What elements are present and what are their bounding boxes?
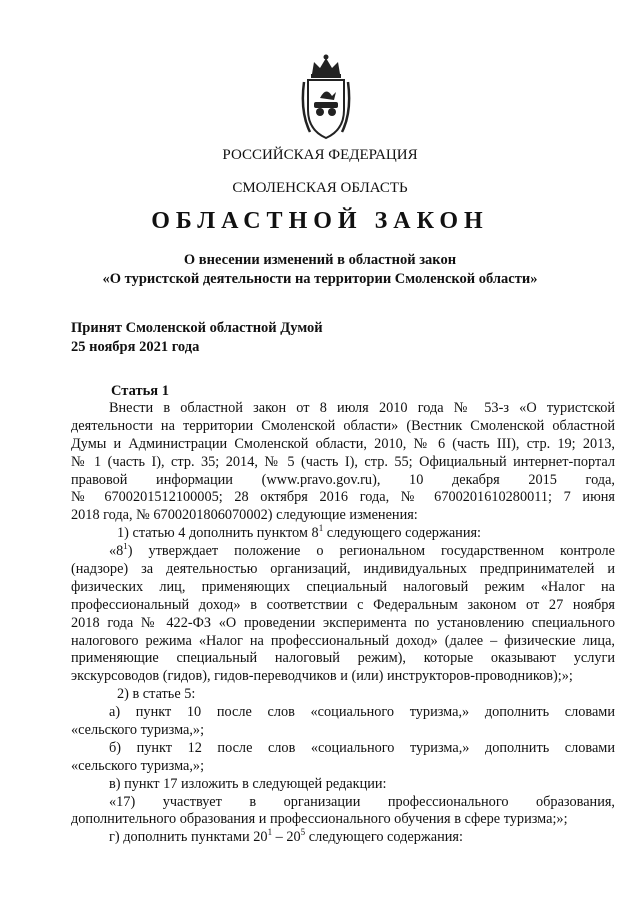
sub-item: «сельского туризма,»; (71, 757, 205, 774)
quote-line: налогового режима «Налог на профессиональный доход» (далее – физические лица, (71, 632, 615, 649)
sub-item: «сельского туризма,»; (71, 722, 205, 739)
federation-heading: РОССИЙСКАЯ ФЕДЕРАЦИЯ (222, 147, 418, 163)
quote-line: «$8^1$) утверждает положение о региональном государственном контроле (109, 543, 615, 560)
oblast-heading: СМОЛЕНСКАЯ ОБЛАСТЬ (232, 180, 408, 196)
article-body (71, 400, 615, 847)
law-title: ОБЛАСТНОЙ ЗАКОН (151, 208, 489, 234)
quote-line: «17) участвует в организации профессионального образования, (109, 793, 615, 810)
quote-line: физических лиц, применяющих специальный налоговый режим «Налог на (71, 578, 615, 595)
adoption-note (71, 319, 323, 357)
sub-item: б) пункт 12 после слов «социального туризма,» дополнить словами (109, 739, 615, 756)
text-line: 2018 года, № 6700201806070002) следующие изменения: (71, 507, 418, 524)
quote-line: 2018 года № 422-ФЗ «О проведении эксперимента по установлению специального (71, 614, 615, 631)
law-subject-line: «О туристской деятельности на территории Смоленской области» (102, 271, 538, 287)
sub-item: в) пункт 17 изложить в следующей редакции: (109, 775, 387, 792)
coat-of-arms-icon (298, 52, 354, 144)
quote-line: дополнительного образования и профессионального обучения в сфере туризма;»; (71, 811, 568, 828)
text-line: № 1 (часть I), стр. 35; 2014, № 5 (часть I), стр. 55; Официальный интернет-портал (71, 453, 615, 470)
law-subject-line: О внесении изменений в областной закон (183, 252, 457, 268)
text-line: № 6700201512100005; 28 октября 2016 года, № 6700201610280011; 7 июня (71, 489, 615, 506)
sub-item: г) дополнить пунктами $20^1 - 20^5$ следующего содержания: (109, 827, 463, 846)
law-subject (0, 251, 640, 289)
quote-line: экскурсоводов (гидов), гидов-переводчиков и (или) инструкторов-проводников);»; (71, 668, 573, 685)
text-line: Внести в областной закон от 8 июля 2010 года № 53-з «О туристской (109, 400, 615, 416)
quote-line: профессиональный доход» в соответствии с Федеральным законом от 27 ноября (71, 596, 615, 613)
sub-item: а) пункт 10 после слов «социального туризма,» дополнить словами (109, 704, 615, 721)
quote-line: применяющие специальный налоговый режим), которые оказывают услуги (71, 650, 615, 667)
text-line: правовой информации (www.pravo.gov.ru), 10 декабря 2015 года, (71, 471, 615, 488)
quote-line: (надзоре) за деятельностью организаций, индивидуальных предпринимателей и (71, 561, 615, 578)
adoption-body: Принят Смоленской областной Думой (71, 320, 323, 336)
list-item: 2) в статье 5: (117, 686, 196, 703)
adoption-date: 25 ноября 2021 года (71, 339, 200, 355)
text-line: деятельности на территории Смоленской области» (Вестник Смоленской областной (71, 417, 615, 434)
text-line: Думы и Администрации Смоленской области, 2010, № 6 (часть III), стр. 19; 2013, (71, 435, 615, 452)
article-title: Статья 1 (111, 383, 169, 399)
list-item: 1) статью 4 дополнить пунктом $8^1$ следующего содержания: (117, 523, 482, 542)
